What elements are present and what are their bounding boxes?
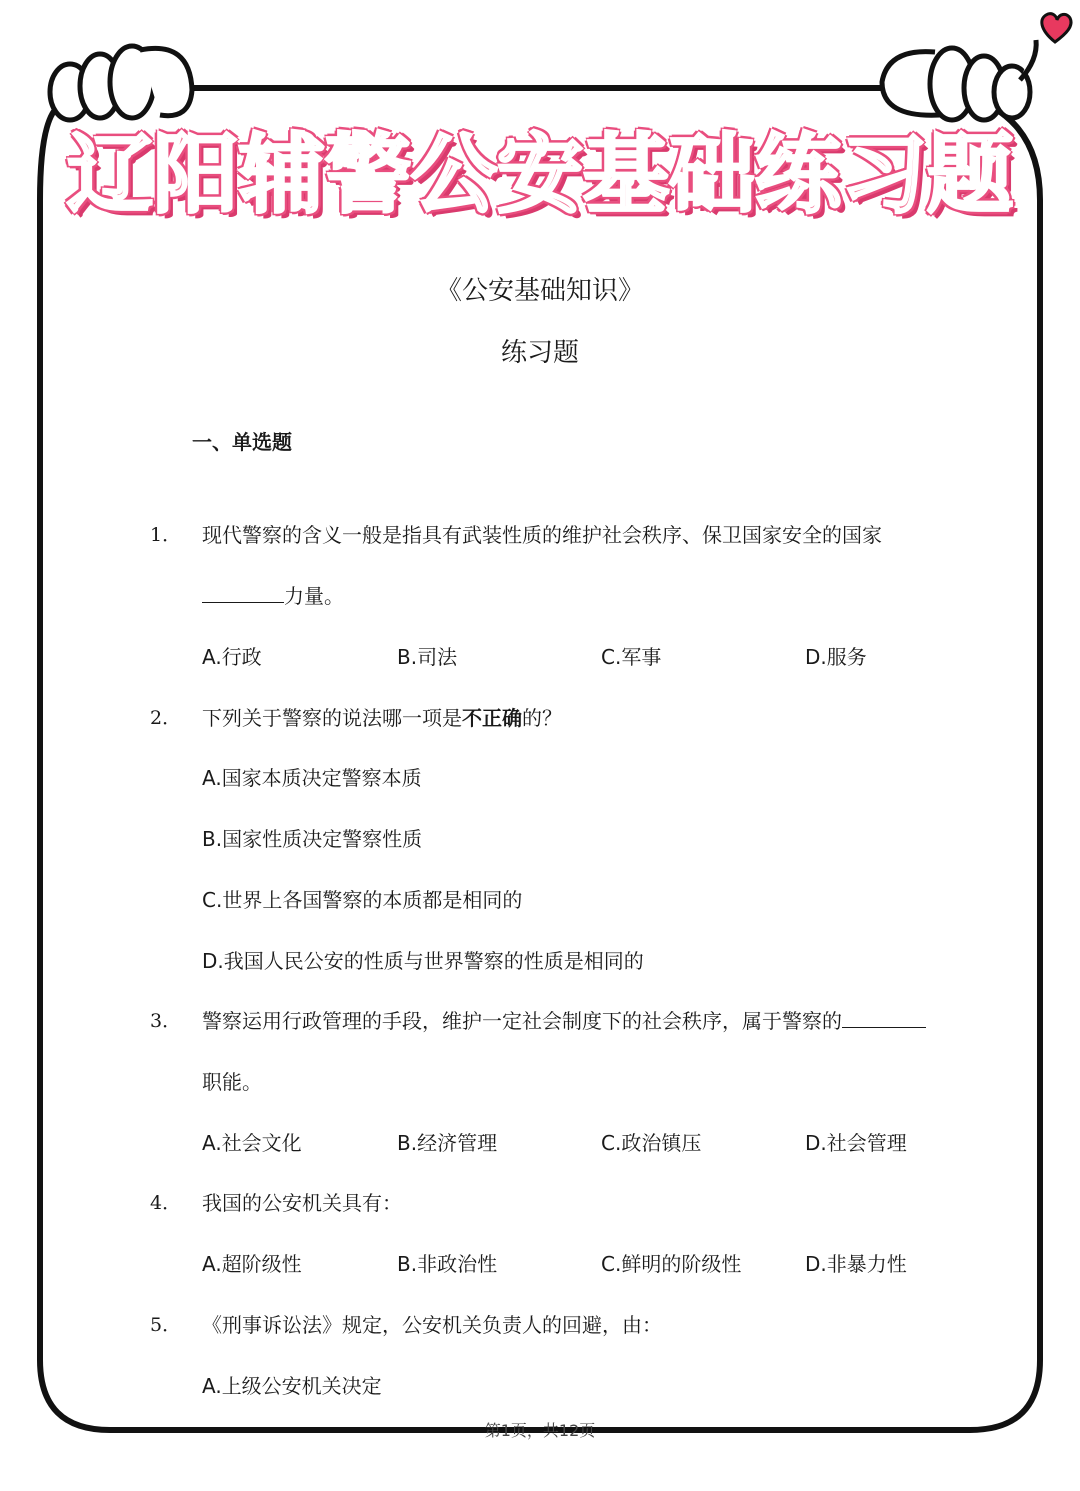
question-text: 警察运用行政管理的手段，维护一定社会制度下的社会秩序，属于警察的 <box>202 1005 926 1034</box>
option-c: C.政治镇压 <box>601 1131 702 1155</box>
question-number: 1． <box>150 524 182 546</box>
right-hand-icon <box>882 40 1036 120</box>
answer-blank <box>202 582 284 603</box>
subtitle-practice: 练习题 <box>500 338 579 368</box>
question-number: 5． <box>150 1314 182 1336</box>
option-b: B.经济管理 <box>397 1131 498 1155</box>
option-a: A.上级公安机关决定 <box>202 1374 382 1398</box>
option-d: D.非暴力性 <box>805 1252 907 1276</box>
section-title: 一、单选题 <box>192 430 292 454</box>
option-a: A.超阶级性 <box>202 1252 302 1276</box>
option-b: B.司法 <box>397 645 458 669</box>
question-text: 《刑事诉讼法》规定，公安机关负责人的回避，由： <box>202 1313 662 1337</box>
question-number: 4． <box>150 1192 182 1214</box>
question-number: 2． <box>150 707 182 729</box>
option-a: A.行政 <box>202 645 262 669</box>
heart-icon <box>1042 14 1071 42</box>
page-banner-title: 辽阳辅警公安基础练习题 <box>67 125 1013 225</box>
left-hand-icon <box>50 46 192 120</box>
question-text-continued: 力量。 <box>202 580 344 609</box>
question-number: 3． <box>150 1010 182 1032</box>
subtitle-book: 《公安基础知识》 <box>435 276 644 306</box>
emphasis-text: 不正确 <box>462 706 522 730</box>
question-text: 现代警察的含义一般是指具有武装性质的维护社会秩序、保卫国家安全的国家 <box>202 523 882 547</box>
option-c: C.军事 <box>601 645 662 669</box>
option-c: C.世界上各国警察的本质都是相同的 <box>202 888 523 912</box>
question-text: 我国的公安机关具有： <box>202 1191 402 1215</box>
option-d: D.社会管理 <box>805 1131 907 1155</box>
answer-blank <box>842 1007 926 1028</box>
option-b: B.国家性质决定警察性质 <box>202 827 423 851</box>
question-text-continued: 职能。 <box>202 1070 262 1094</box>
question-text: 下列关于警察的说法哪一项是不正确的？ <box>202 706 562 730</box>
option-a: A.社会文化 <box>202 1131 302 1155</box>
option-d: D.我国人民公安的性质与世界警察的性质是相同的 <box>202 949 644 973</box>
page-footer: 第1页，共12页 <box>484 1421 596 1440</box>
option-c: C.鲜明的阶级性 <box>601 1252 742 1276</box>
option-b: B.非政治性 <box>397 1252 498 1276</box>
option-d: D.服务 <box>805 645 867 669</box>
option-a: A.国家本质决定警察本质 <box>202 766 422 790</box>
